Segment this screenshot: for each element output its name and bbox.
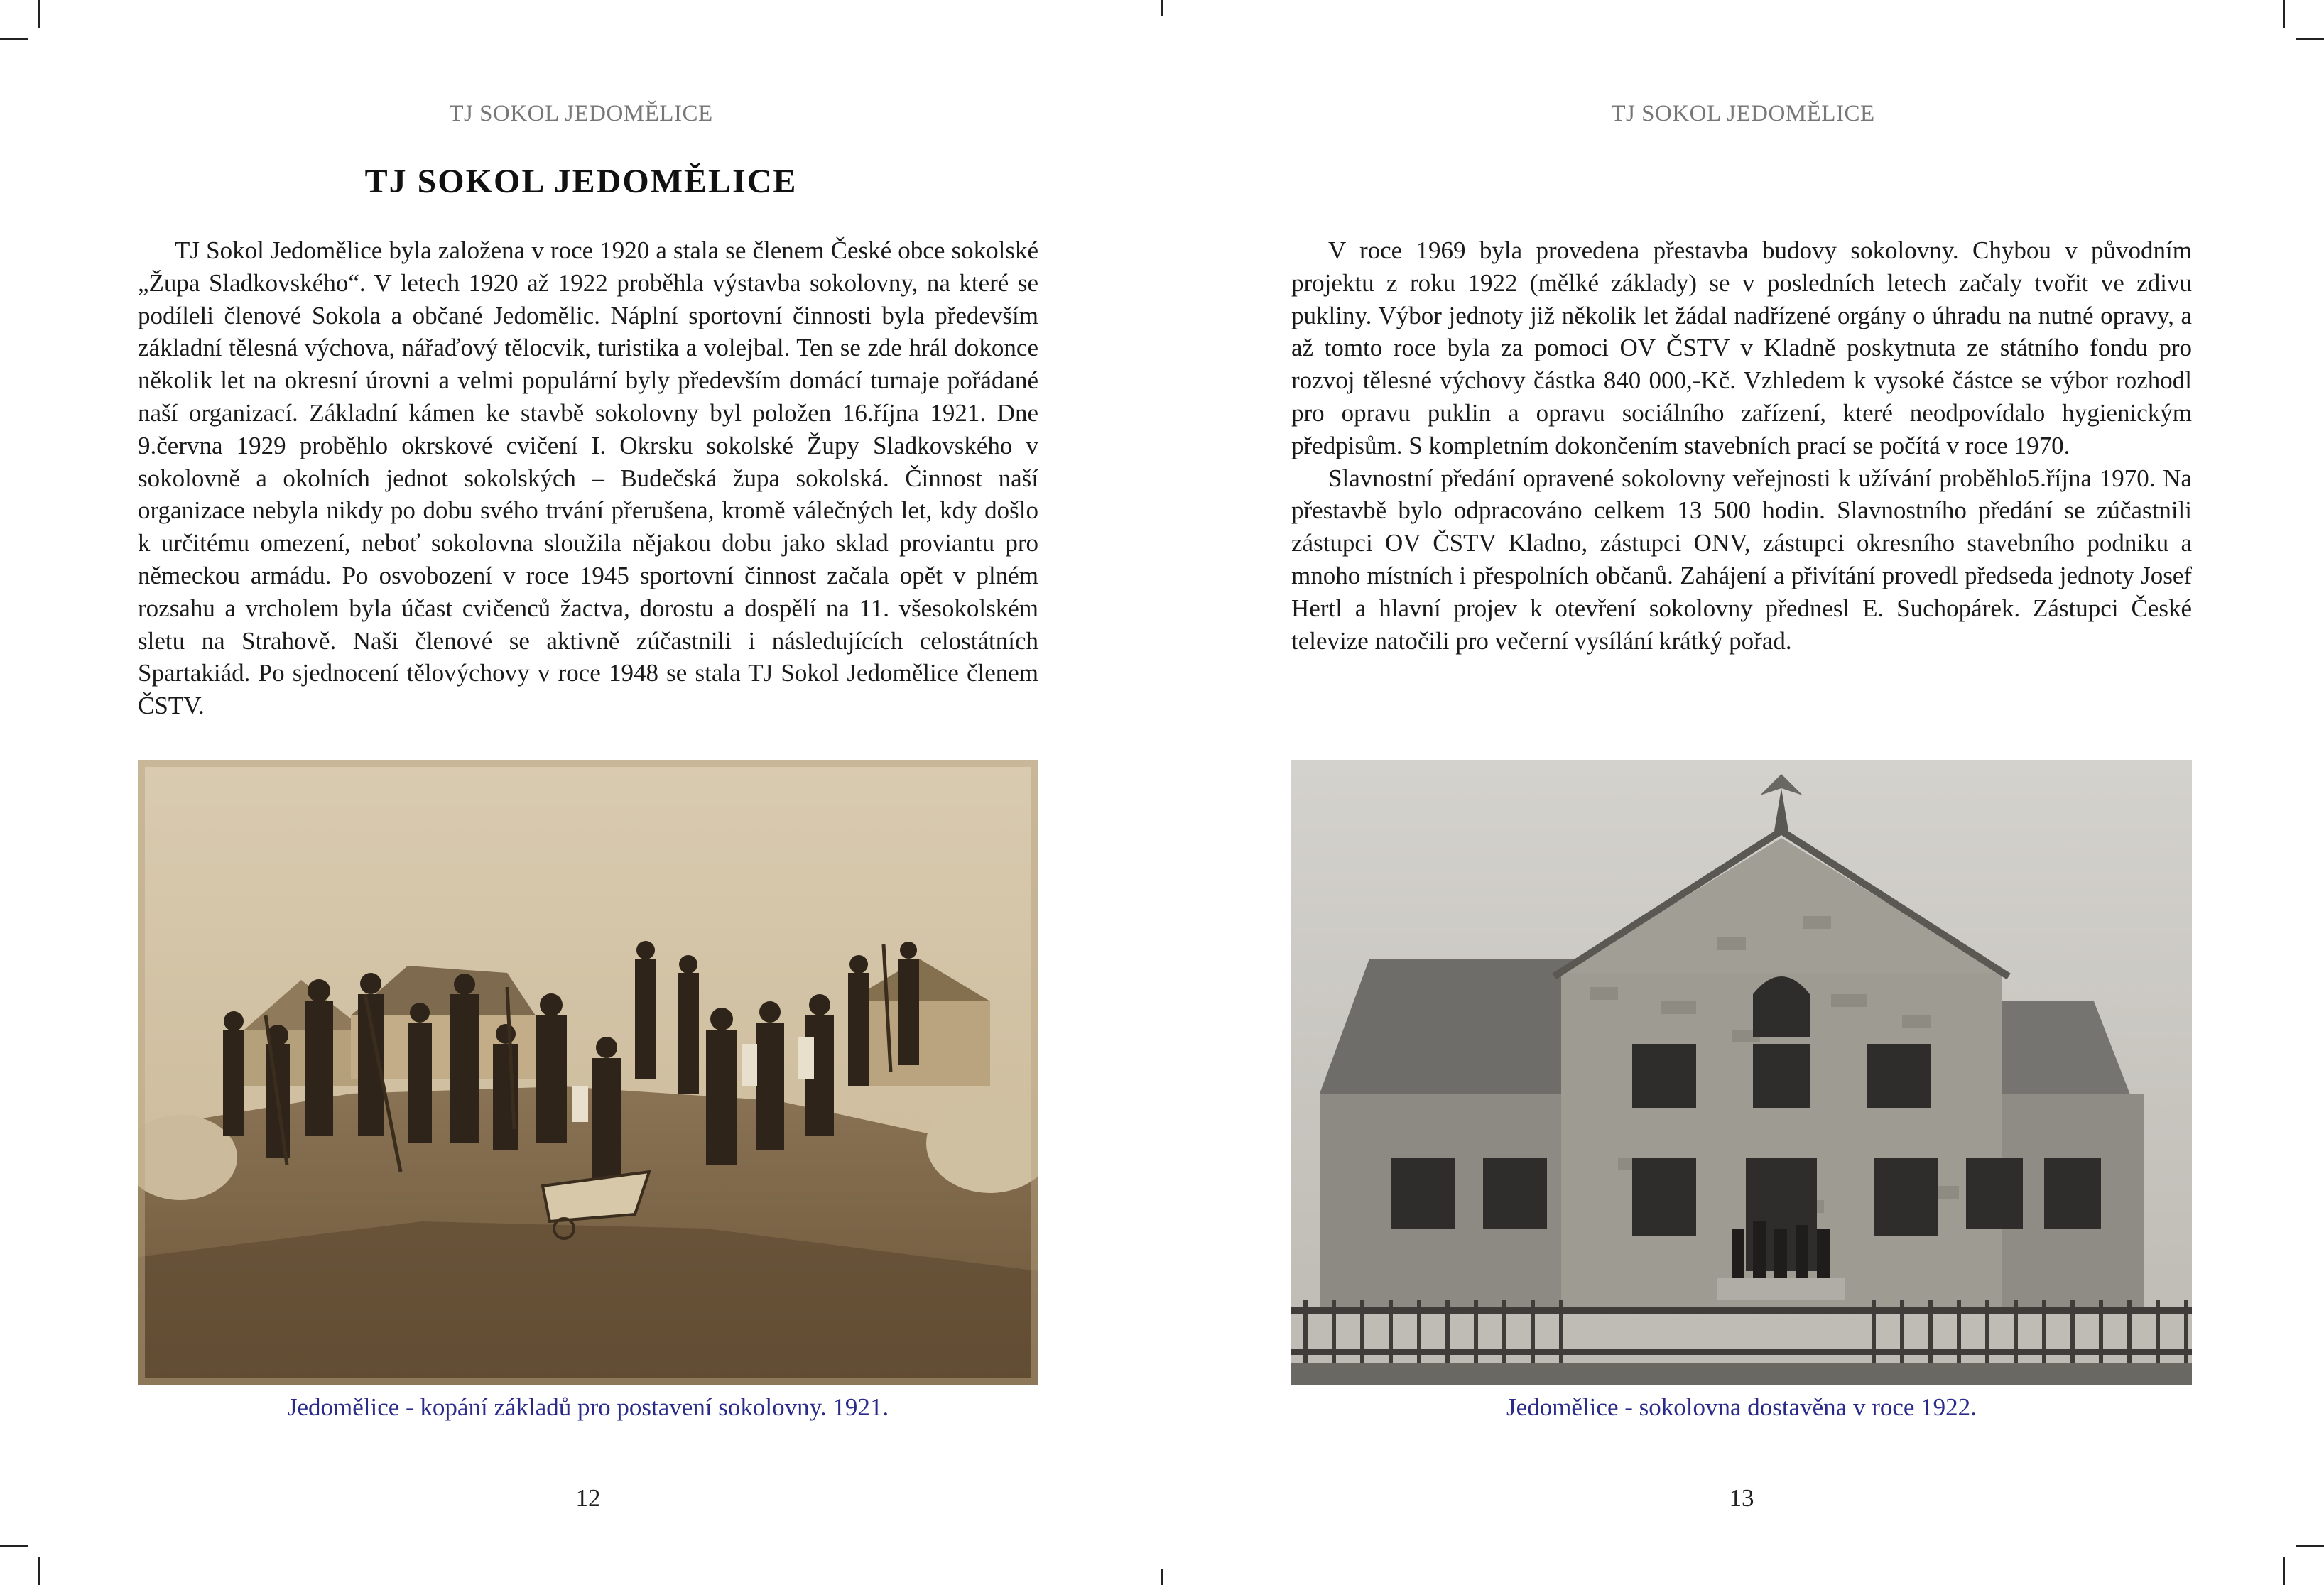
sepia-photo-illustration xyxy=(138,760,1038,1385)
page-number: 12 xyxy=(575,1484,601,1512)
body-text xyxy=(1291,234,2192,657)
body-text xyxy=(138,234,1038,722)
paragraph: TJ Sokol Jedomělice byla založena v roce 1920 a stala se členem České obce sokolské „Župa Sladkovského“. V letech 1920 až 1922 proběhla výstavba sokolovny, na které se podíleli členové Sokola a občané Jedomělic. Náplní sportovní činnosti byla především základní tělesná výchova, nářaďový tělocvik, turistika a volejbal. Ten se zde hrál dokonce několik let na okresní úrovni a velmi populární byly především domácí turnaje pořádané naší organizací. Základní kámen ke stavbě sokolovny byl položen 16.října 1921. Dne 9.června 1929 proběhlo okrskové cvičení I. Okrsku sokolské Župy Sladkovského v sokolovně a okolních jednot sokolských – Budečská župa sokolská. Činnost naší organizace nebyla nikdy po dobu svého trvání přerušena, kromě válečných let, kdy došlo k určitému omezení, neboť sokolovna sloužila nějakou dobu jako sklad proviantu pro německou armádu. Po osvobození v roce 1945 sportovní činnost začala opět v plném rozsahu a vrcholem byla účast cvičenců žactva, dorostu a dospělí na 11. všesokolském sletu na Strahově. Naši členové se aktivně zúčastnili i následujících celostátních Spartakiád. Po sjednocení tělovýchovy v roce 1948 se stala TJ Sokol Jedomělice členem ČSTV. xyxy=(138,236,1038,720)
bw-photo-illustration xyxy=(1291,760,2192,1385)
photo-excavation-1921 xyxy=(138,760,1038,1385)
photo-sokolovna-1922 xyxy=(1291,760,2192,1385)
page-number: 13 xyxy=(1729,1484,1754,1512)
right-page xyxy=(1162,0,2324,1585)
photo-caption: Jedomělice - sokolovna dostavěna v roce 1922. xyxy=(1506,1393,1977,1421)
running-head: TJ SOKOL JEDOMĚLICE xyxy=(449,101,713,126)
photo-caption: Jedomělice - kopání základů pro postavení sokolovny. 1921. xyxy=(287,1393,889,1421)
paragraph: Slavnostní předání opravené sokolovny veřejnosti k užívání proběhlo5.října 1970. Na přestavbě bylo odpracováno celkem 13 500 hodin. Slavnostního předání se zúčastnili zástupci OV ČSTV Kladno, zástupci ONV, zástupci okresního stavebního podniku a mnoho místních i přespolních občanů. Zahájení a přivítání provedl předseda jednoty Josef Hertl a hlavní projev k otevření sokolovny přednesl E. Suchopárek. Zástupci České televize natočili pro večerní vysílání krátký pořad. xyxy=(1291,464,2192,655)
running-head: TJ SOKOL JEDOMĚLICE xyxy=(1611,101,1875,126)
page-title: TJ SOKOL JEDOMĚLICE xyxy=(364,163,798,200)
paragraph: V roce 1969 byla provedena přestavba budovy sokolovny. Chybou v původním projektu z roku 1922 (mělké základy) se v posledních letech začaly tvořit ve zdivu pukliny. Výbor jednoty již několik let žádal nadřízené orgány o úhradu na nutné opravy, a až tomto roce byla za pomoci OV ČSTV v Kladně poskytnuta ze státního fondu pro rozvoj tělesné výchovy částka 840 000,-Kč. Vzhledem k vysoké částce se výbor rozhodl pro opravu puklin a opravu sociálního zařízení, které neodpovídalo hygienickým předpisům. S kompletním dokončením stavebních prací se počítá v roce 1970. xyxy=(1291,236,2192,459)
